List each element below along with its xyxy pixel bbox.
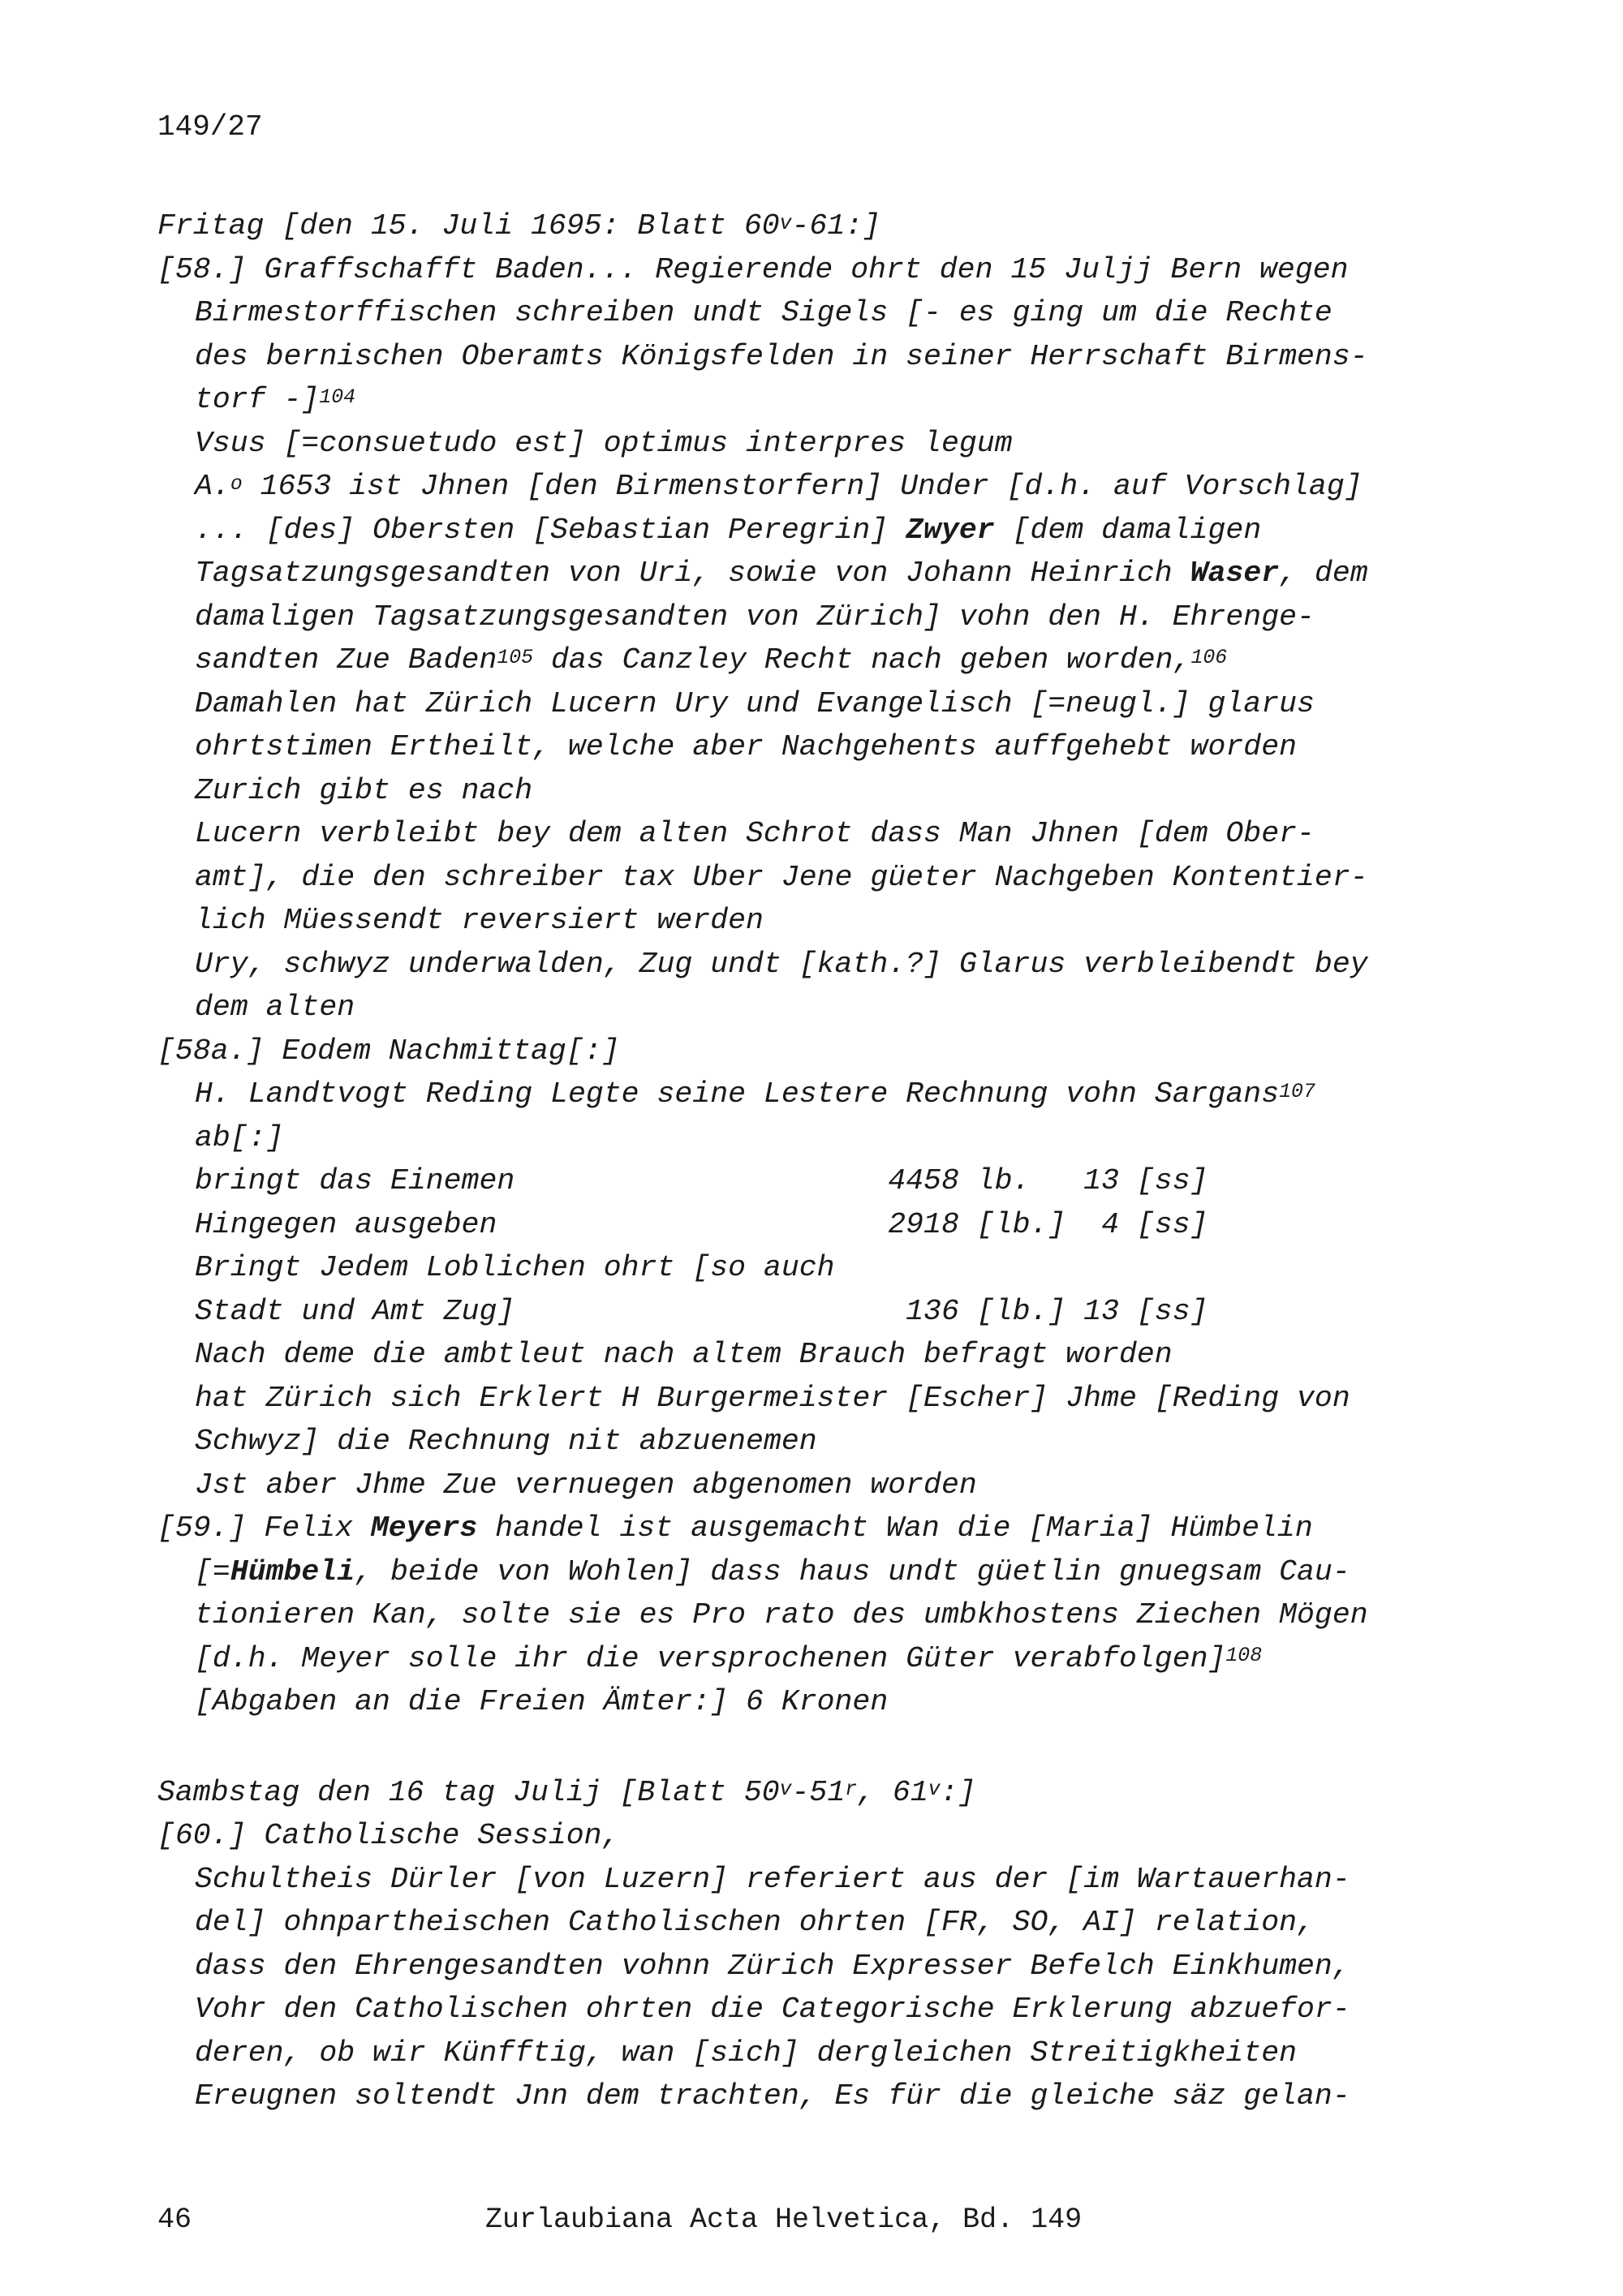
text-line: ab[:]: [195, 1120, 284, 1154]
text-line: Vsus [=consuetudo est] optimus interpres legum: [195, 426, 1013, 460]
text-line: tionieren Kan, solte sie es Pro rato des umbkhostens Ziechen Mögen: [195, 1598, 1368, 1632]
text-line: Tagsatzungsgesandten von Uri, sowie von Johann Heinrich Waser, dem: [195, 557, 1368, 590]
footnote-ref: 104: [319, 385, 355, 409]
text-line: Birmestorffischen schreiben undt Sigels [- es ging um die Rechte: [195, 296, 1332, 329]
text-line: dem alten: [195, 991, 355, 1024]
account-line: Hingegen ausgeben 2918 [lb.] 4 [ss]: [195, 1207, 1208, 1241]
text-line: [d.h. Meyer solle ihr die versprochenen Güter verabfolgen]$^{108}$: [195, 1641, 1263, 1675]
document-body: [157, 204, 1488, 2118]
text-line: Vohr den Catholischen ohrten die Categorische Erklerung abzuefor-: [195, 1993, 1350, 2026]
text-line: hat Zürich sich Erklert H Burgermeister [Escher] Jhme [Reding von: [195, 1381, 1350, 1415]
footnote-ref: 106: [1190, 646, 1228, 669]
text-line: ohrtstimen Ertheilt, welche aber Nachgehents auffgehebt worden: [195, 730, 1298, 763]
footnote-ref: 105: [497, 646, 534, 669]
person-name: Waser: [1190, 557, 1280, 590]
text-line: des bernischen Oberamts Königsfelden in seiner Herrschaft Birmens-: [195, 339, 1368, 373]
text-line: Jst aber Jhme Zue vernuegen abgenomen worden: [195, 1468, 977, 1502]
text-line: A.$^o$ 1653 ist Jhnen [den Birmenstorfern] Under [d.h. auf Vorschlag]: [195, 470, 1363, 503]
person-name: Zwyer: [906, 513, 995, 547]
section-gap: [157, 1724, 1488, 1771]
text-line: del] ohnpartheischen Catholischen ohrten [FR, SO, AI] relation,: [195, 1906, 1315, 1939]
text-line: Schultheis Dürler [von Luzern] referiert aus der [im Wartauerhan-: [195, 1862, 1350, 1896]
person-name: Hümbeli: [230, 1554, 355, 1589]
text-line: Schwyz] die Rechnung nit abzuenemen: [195, 1425, 817, 1458]
entry-heading: [58a.] Eodem Nachmittag[:]: [157, 1034, 620, 1068]
text-line: Ereugnen soltendt Jnn dem trachten, Es für die gleiche säz gelan-: [195, 2079, 1350, 2113]
text-line: Lucern verbleibt bey dem alten Schrot dass Man Jhnen [dem Ober-: [195, 817, 1315, 850]
entry-heading: [60.] Catholische Session,: [157, 1819, 620, 1852]
text-line: amt], die den schreiber tax Uber Jene güeter Nachgeben Kontentier-: [195, 860, 1368, 894]
text-line: damaligen Tagsatzungsgesandten von Zürich] vohn den H. Ehrenge-: [195, 600, 1315, 634]
account-line: Stadt und Amt Zug] 136 [lb.] 13 [ss]: [195, 1294, 1208, 1328]
text-line: Damahlen hat Zürich Lucern Ury und Evangelisch [=neugl.] glarus: [195, 686, 1315, 720]
text-line: dass den Ehrengesandten vohnn Zürich Expresser Befelch Einkhumen,: [195, 1949, 1350, 1983]
text-line: lich Müessendt reversiert werden: [195, 904, 764, 937]
text-line: Ury, schwyz underwalden, Zug undt [kath.?] Glarus verbleibendt bey: [195, 947, 1368, 981]
text-line: Nach deme die ambtleut nach altem Brauch befragt worden: [195, 1338, 1173, 1371]
page-id: 149/27: [157, 110, 263, 144]
text-line: [=Hümbeli, beide von Wohlen] dass haus undt güetlin gnuegsam Cau-: [195, 1554, 1350, 1589]
text-line: Zurich gibt es nach: [195, 773, 533, 807]
entry-heading: [59.] Felix Meyers handel ist ausgemacht Wan die [Maria] Hümbelin: [157, 1511, 1313, 1545]
text-line: deren, ob wir Künfftig, wan [sich] dergleichen Streitigkheiten: [195, 2036, 1298, 2070]
date-heading: Sambstag den 16 tag Julij [Blatt 50$^v$-51$^r$, 61$^v$:]: [157, 1775, 976, 1809]
text-line: H. Landtvogt Reding Legte seine Lestere Rechnung vohn Sargans$^{107}$: [195, 1077, 1315, 1111]
date-heading: Fritag [den 15. Juli 1695: Blatt 60$^v$-61:]: [157, 209, 881, 243]
text-line: [Abgaben an die Freien Ämter:] 6 Kronen: [195, 1685, 889, 1718]
account-line: Bringt Jedem Loblichen ohrt [so auch: [195, 1251, 835, 1284]
text-line: torf -]$^{104}$: [195, 383, 355, 416]
text-line: ... [des] Obersten [Sebastian Peregrin] Zwyer [dem damaligen: [195, 513, 1262, 547]
page-number: 46: [157, 2204, 192, 2236]
footnote-ref: 108: [1225, 1645, 1263, 1668]
account-line: bringt das Einemen 4458 lb. 13 [ss]: [195, 1164, 1208, 1197]
text-line: sandten Zue Baden$^{105}$ das Canzley Recht nach geben worden,$^{106}$: [195, 643, 1228, 677]
publication-title: Zurlaubiana Acta Helvetica, Bd. 149: [485, 2204, 1083, 2236]
person-name: Meyers: [370, 1511, 478, 1545]
footnote-ref: 107: [1279, 1080, 1315, 1103]
entry-heading: [58.] Graffschafft Baden... Regierende ohrt den 15 Juljj Bern wegen: [157, 252, 1349, 286]
